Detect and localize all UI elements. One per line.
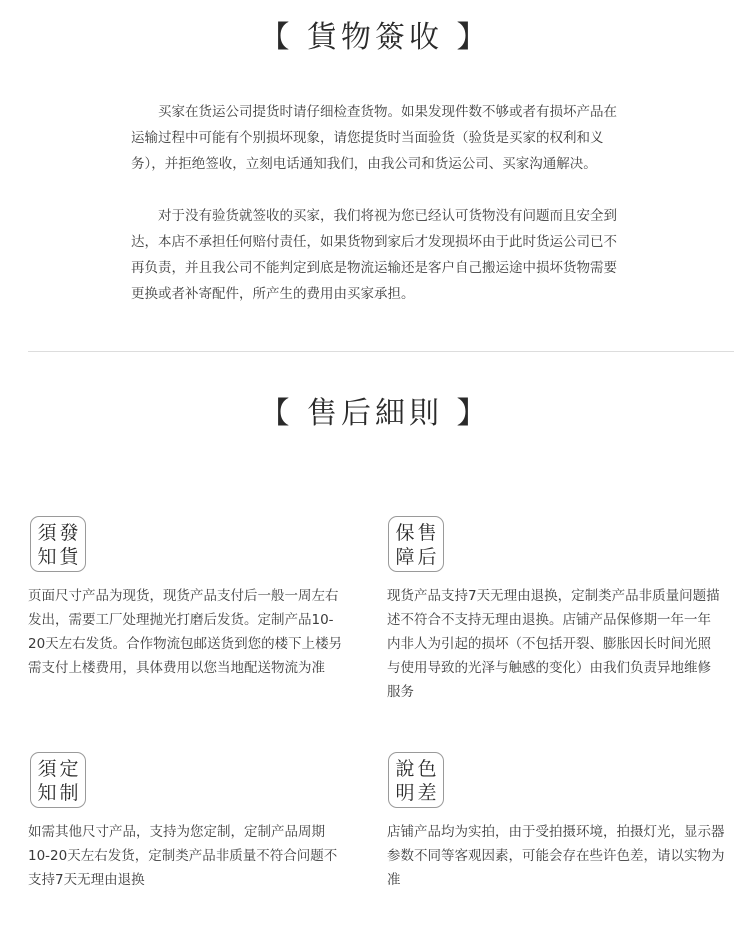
badge-char: 發 <box>59 522 79 544</box>
badge-color-difference <box>388 752 444 808</box>
page-title-cargo-receipt: 【 貨物簽收 】 <box>259 20 491 55</box>
rule-text-warranty: 现货产品支持7天无理由退换，定制类产品非质量问题描述不符合不支持无理由退换。店铺产品保修期一年一年内非人为引起的损坏（不包括开裂、膨胀因长时间光照与使用导致的光泽与触感的变化）由我们负责异地维修服务 <box>387 588 720 700</box>
badge-char: 色 <box>417 758 437 780</box>
badge-char: 制 <box>59 782 79 804</box>
badge-char: 明 <box>395 782 415 804</box>
badge-custom-notice <box>30 752 86 808</box>
badge-warranty <box>388 516 444 572</box>
badge-char: 差 <box>417 782 437 804</box>
rule-text-color-difference: 店铺产品均为实拍，由于受拍摄环境，拍摄灯光，显示器参数不同等客观因素，可能会存在些许色差，请以实物为准 <box>387 824 725 888</box>
badge-char: 知 <box>37 546 57 568</box>
badge-char: 定 <box>59 758 79 780</box>
badge-char: 貨 <box>59 546 79 568</box>
page-title-after-sales-rules: 【 售后細則 】 <box>259 396 491 431</box>
badge-shipping-notice <box>30 516 86 572</box>
badge-char: 須 <box>37 758 57 780</box>
badge-char: 說 <box>395 758 415 780</box>
badge-char: 后 <box>417 546 437 568</box>
section-divider <box>28 351 734 352</box>
badge-char: 須 <box>37 522 57 544</box>
receipt-paragraph-1: 买家在货运公司提货时请仔细检查货物。如果发现件数不够或者有损坏产品在运输过程中可能有个别损坏现象，请您提货时当面验货（验货是买家的权利和义务），并拒绝签收，立刻电话通知我们，由我公司和货运公司、买家沟通解决。 <box>131 104 617 172</box>
badge-char: 知 <box>37 782 57 804</box>
rule-text-custom: 如需其他尺寸产品，支持为您定制，定制产品周期10-20天左右发货，定制类产品非质量不符合问题不支持7天无理由退换 <box>28 824 338 888</box>
rule-text-shipping: 页面尺寸产品为现货，现货产品支付后一般一周左右发出，需要工厂处理抛光打磨后发货。定制产品10-20天左右发货。合作物流包邮送货到您的楼下上楼另需支付上楼费用，具体费用以您当地配送物流为准 <box>28 588 343 676</box>
receipt-paragraph-2: 对于没有验货就签收的买家，我们将视为您已经认可货物没有问题而且安全到达，本店不承担任何赔付责任，如果货物到家后才发现损坏由于此时货运公司已不再负责，并且我公司不能判定到底是物流运输还是客户自己搬运途中损坏货物需要更换或者补寄配件，所产生的费用由买家承担。 <box>131 208 617 302</box>
badge-char: 障 <box>395 546 415 568</box>
badge-char: 保 <box>395 522 415 544</box>
badge-char: 售 <box>417 522 437 544</box>
